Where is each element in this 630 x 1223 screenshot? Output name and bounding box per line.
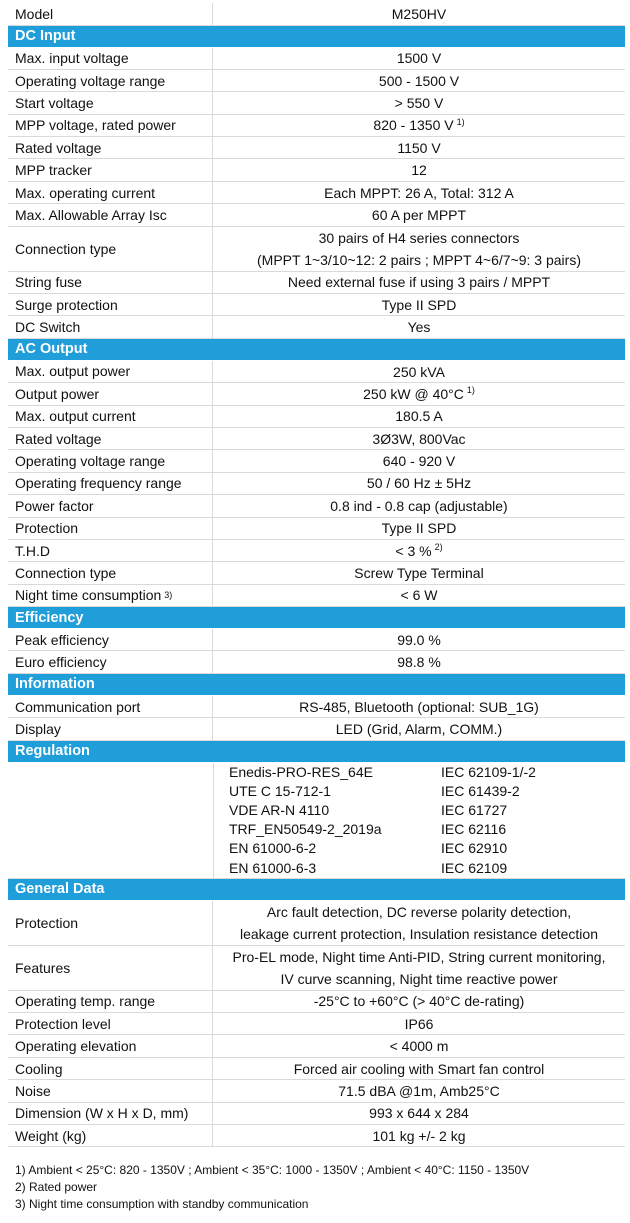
spec-value	[213, 901, 625, 945]
spec-row	[8, 1125, 625, 1147]
spec-label	[8, 450, 213, 471]
regulation-item: UTE C 15-712-1	[229, 782, 331, 799]
section-header: Efficiency	[8, 607, 625, 628]
spec-row	[8, 901, 625, 946]
footnote: 3) Night time consumption with standby communication	[15, 1197, 309, 1211]
spec-row	[8, 137, 625, 159]
spec-value	[213, 1125, 625, 1146]
spec-value-line: -25°C to +60°C (> 40°C de-rating)	[313, 993, 525, 1010]
spec-label	[8, 137, 213, 158]
spec-label	[8, 495, 213, 516]
spec-value-text	[411, 159, 427, 181]
spec-label-text: Cooling	[15, 1060, 63, 1077]
spec-label	[8, 651, 213, 672]
spec-row	[8, 428, 625, 450]
spec-label-text: Operating elevation	[15, 1038, 137, 1055]
spec-row	[8, 204, 625, 226]
regulation-item: IEC 62116	[441, 821, 507, 838]
spec-label	[8, 1013, 213, 1034]
spec-value-line: > 550 V	[394, 94, 444, 111]
spec-value	[213, 450, 625, 471]
spec-label-text: Power factor	[15, 497, 94, 514]
spec-value	[213, 1103, 625, 1124]
spec-row	[8, 450, 625, 472]
spec-label	[8, 629, 213, 650]
spec-value-text	[401, 584, 438, 606]
spec-value-line: 1150 V	[397, 139, 441, 156]
footnote-ref: 1)	[466, 385, 475, 396]
spec-label-text: T.H.D	[15, 542, 50, 559]
regulation-item: EN 61000-6-2	[229, 840, 317, 857]
spec-value	[213, 92, 625, 113]
spec-value-line: Yes	[407, 319, 431, 336]
spec-value-text	[288, 271, 550, 293]
spec-value-line: RS-485, Bluetooth (optional: SUB_1G)	[299, 698, 539, 715]
spec-value	[213, 473, 625, 494]
spec-row	[8, 361, 625, 383]
section-header: General Data	[8, 879, 625, 900]
spec-value	[213, 562, 625, 583]
spec-value-line: leakage current protection, Insulation resistance detection	[240, 925, 598, 942]
spec-value	[213, 159, 625, 180]
spec-label	[8, 946, 213, 990]
spec-value	[213, 383, 625, 404]
spec-value	[213, 629, 625, 650]
spec-row	[8, 1080, 625, 1102]
spec-value	[213, 696, 625, 717]
spec-value-line: IV curve scanning, Night time reactive power	[280, 970, 558, 987]
spec-value-text	[240, 923, 598, 945]
spec-row	[8, 1035, 625, 1057]
spec-label	[8, 204, 213, 225]
section-header: Information	[8, 674, 625, 695]
spec-label	[8, 562, 213, 583]
spec-value-text	[372, 1125, 465, 1147]
spec-label	[8, 182, 213, 203]
spec-value-text	[382, 517, 457, 539]
spec-row	[8, 946, 625, 991]
spec-value	[213, 3, 625, 25]
spec-label-text: Noise	[15, 1082, 51, 1099]
section-header: AC Output	[8, 339, 625, 360]
spec-value-text	[257, 249, 581, 271]
regulation-item: IEC 61727	[441, 802, 508, 819]
section-header: Regulation	[8, 741, 625, 762]
spec-label	[8, 361, 213, 382]
spec-row	[8, 473, 625, 495]
spec-value	[213, 428, 625, 449]
spec-value-line: 993 x 644 x 284	[369, 1105, 469, 1122]
spec-value-line: M250HV	[391, 5, 447, 22]
spec-value-line: 60 A per MPPT	[371, 206, 467, 223]
spec-value-line: Screw Type Terminal	[354, 565, 484, 582]
spec-value	[213, 361, 625, 382]
spec-row	[8, 518, 625, 540]
spec-label-text: Protection	[15, 520, 79, 537]
regulation-item: IEC 62109	[441, 859, 508, 876]
spec-value-line: 180.5 A	[395, 408, 443, 425]
footnote: 1) Ambient < 25°C: 820 - 1350V ; Ambient < 35°C: 1000 - 1350V ; Ambient < 40°C: 1150 - 1350V	[15, 1163, 530, 1177]
spec-row	[8, 540, 625, 562]
spec-label-text: Euro efficiency	[15, 654, 107, 671]
spec-label-text: Output power	[15, 385, 100, 402]
spec-row	[8, 383, 625, 405]
spec-label-text: Start voltage	[15, 94, 94, 111]
spec-row	[8, 629, 625, 651]
spec-label	[8, 1058, 213, 1079]
spec-label-text: MPP voltage, rated power	[15, 117, 176, 134]
spec-value-text	[314, 990, 525, 1012]
spec-value-line: < 3 %	[395, 542, 432, 559]
spec-row	[8, 651, 625, 673]
regulation-block	[8, 763, 625, 879]
spec-label-text: Max. operating current	[15, 184, 156, 201]
spec-value	[213, 406, 625, 427]
spec-value	[213, 1035, 625, 1056]
spec-label	[8, 518, 213, 539]
spec-value-line: LED (Grid, Alarm, COMM.)	[335, 720, 503, 737]
spec-value-line: (MPPT 1~3/10~12: 2 pairs ; MPPT 4~6/7~9: 3 pairs)	[257, 251, 581, 268]
spec-row	[8, 48, 625, 70]
footnote-ref: 1)	[456, 116, 465, 127]
spec-value-text	[294, 1058, 545, 1080]
spec-value-text	[372, 204, 466, 226]
spec-value-text	[397, 629, 441, 651]
spec-label	[8, 1080, 213, 1101]
spec-row	[8, 991, 625, 1013]
spec-value-text	[338, 1080, 499, 1102]
spec-value	[213, 991, 625, 1012]
spec-value-line: 250 kVA	[393, 363, 445, 380]
spec-value-line: Forced air cooling with Smart fan control	[293, 1060, 545, 1077]
spec-label	[8, 70, 213, 91]
spec-row	[8, 562, 625, 584]
spec-value-text	[363, 383, 475, 405]
regulation-item: IEC 62910	[441, 840, 508, 857]
spec-value-line: Each MPPT: 26 A, Total: 312 A	[324, 184, 514, 201]
spec-label	[8, 1125, 213, 1146]
spec-label-text: Rated voltage	[15, 430, 102, 447]
spec-value-line: 820 - 1350 V	[373, 117, 454, 134]
spec-label-text: MPP tracker	[15, 162, 92, 179]
spec-table	[8, 3, 625, 1147]
regulation-item: VDE AR-N 4110	[229, 802, 330, 819]
spec-value	[213, 718, 625, 739]
spec-label-text: Operating frequency range	[15, 475, 182, 492]
spec-label-text: Rated voltage	[15, 139, 102, 156]
spec-label	[8, 115, 213, 136]
spec-value-text	[299, 696, 539, 718]
section-header: DC Input	[8, 26, 625, 47]
spec-value-text	[280, 968, 557, 990]
spec-value	[213, 495, 625, 516]
spec-value-text	[390, 1035, 449, 1057]
regulation-item: TRF_EN50549-2_2019a	[229, 821, 382, 838]
spec-label-text: Features	[15, 959, 71, 976]
spec-value-line: 0.8 ind - 0.8 cap (adjustable)	[330, 497, 508, 514]
spec-value	[213, 227, 625, 271]
spec-label	[8, 696, 213, 717]
spec-value-text	[369, 1102, 469, 1124]
spec-value	[213, 1080, 625, 1101]
spec-value-text	[319, 227, 520, 249]
spec-label	[8, 991, 213, 1012]
spec-value-line: < 6 W	[400, 587, 438, 604]
spec-label-text: Operating temp. range	[15, 993, 156, 1010]
spec-value-text	[382, 294, 457, 316]
spec-label-text: Max. output current	[15, 408, 136, 425]
spec-label-text: Dimension (W x H x D, mm)	[15, 1105, 189, 1122]
spec-value-line: 640 - 920 V	[382, 453, 456, 470]
spec-label-text: Weight (kg)	[15, 1127, 87, 1144]
spec-row	[8, 495, 625, 517]
spec-value-text	[397, 651, 441, 673]
spec-label-text: Connection type	[15, 240, 117, 257]
regulation-item: Enedis-PRO-RES_64E	[229, 763, 373, 780]
spec-value-line: 98.8 %	[397, 654, 441, 671]
regulation-item: IEC 61439-2	[441, 782, 520, 799]
spec-value-line: Need external fuse if using 3 pairs / MPPT	[287, 274, 551, 291]
spec-value	[213, 585, 625, 606]
spec-value-text	[395, 405, 443, 427]
spec-value	[213, 272, 625, 293]
spec-label	[8, 3, 213, 25]
spec-row	[8, 1103, 625, 1125]
spec-label	[8, 92, 213, 113]
spec-value-text	[367, 472, 471, 494]
spec-label-text: Model	[15, 5, 54, 22]
spec-label	[8, 159, 213, 180]
spec-label: Night time consumption 3)	[8, 585, 213, 606]
spec-value-text	[267, 901, 571, 923]
spec-row	[8, 1013, 625, 1035]
spec-value-text	[379, 70, 459, 92]
spec-value-text	[336, 718, 502, 740]
spec-value-text	[233, 946, 606, 968]
spec-value-text	[397, 137, 440, 159]
spec-value-line: 500 - 1500 V	[378, 72, 460, 89]
spec-row	[8, 585, 625, 607]
spec-value-line: Pro-EL mode, Night time Anti-PID, String current monitoring,	[232, 948, 606, 965]
spec-value-text	[383, 450, 455, 472]
regulation-item: IEC 62109-1/-2	[441, 763, 536, 780]
spec-value-line: Type II SPD	[381, 296, 457, 313]
spec-label	[8, 540, 213, 561]
spec-label	[8, 316, 213, 337]
spec-label	[8, 294, 213, 315]
spec-value-line: 99.0 %	[397, 631, 441, 648]
spec-value	[213, 182, 625, 203]
spec-value-line: 71.5 dBA @1m, Amb25°C	[338, 1082, 500, 1099]
spec-value	[213, 518, 625, 539]
spec-label-text: Night time consumption	[15, 587, 162, 604]
spec-label-text: DC Switch	[15, 319, 81, 336]
spec-row	[8, 182, 625, 204]
spec-value	[213, 204, 625, 225]
spec-value	[213, 70, 625, 91]
spec-label	[8, 473, 213, 494]
spec-value-text	[405, 1013, 434, 1035]
spec-value	[213, 316, 625, 337]
spec-label-text: Communication port	[15, 698, 141, 715]
spec-value-text	[408, 316, 431, 338]
spec-label	[8, 272, 213, 293]
spec-value-line: 250 kW @ 40°C	[363, 385, 464, 402]
spec-label	[8, 718, 213, 739]
spec-label	[8, 1103, 213, 1124]
spec-row	[8, 294, 625, 316]
spec-value	[213, 1058, 625, 1079]
spec-row	[8, 159, 625, 181]
spec-value-line: 3Ø3W, 800Vac	[372, 430, 466, 447]
spec-value-line: Type II SPD	[381, 520, 457, 537]
regulation-list-1	[214, 763, 441, 878]
spec-value-line: 1500 V	[396, 50, 442, 67]
spec-label-text: String fuse	[15, 274, 82, 291]
spec-value-line: IP66	[404, 1015, 434, 1032]
footnotes	[15, 1162, 529, 1213]
spec-row	[8, 696, 625, 718]
spec-label-text: Peak efficiency	[15, 631, 109, 648]
spec-value-line: 101 kg +/- 2 kg	[372, 1127, 466, 1144]
spec-value-text	[395, 92, 444, 114]
spec-label-text: Protection level	[15, 1015, 111, 1032]
spec-label-text: Operating voltage range	[15, 72, 166, 89]
footnote-ref: 2)	[434, 541, 443, 552]
spec-value-line: 50 / 60 Hz ± 5Hz	[366, 475, 472, 492]
spec-label-text: Surge protection	[15, 296, 118, 313]
spec-value-text	[372, 428, 465, 450]
spec-value-text	[397, 47, 441, 69]
spec-value-text	[393, 361, 445, 383]
spec-value-text	[373, 114, 464, 136]
spec-value	[213, 48, 625, 69]
footnote: 2) Rated power	[15, 1180, 98, 1194]
spec-value	[213, 137, 625, 158]
spec-value-text	[392, 3, 446, 25]
spec-label-text: Max. input voltage	[15, 50, 129, 67]
spec-value	[213, 115, 625, 136]
spec-value-text	[354, 562, 483, 584]
spec-value	[213, 1013, 625, 1034]
spec-label-text: Display	[15, 720, 61, 737]
spec-value	[213, 294, 625, 315]
spec-label	[8, 428, 213, 449]
spec-row	[8, 70, 625, 92]
spec-label-text: Max. output power	[15, 363, 131, 380]
spec-row	[8, 1058, 625, 1080]
spec-row	[8, 227, 625, 272]
spec-value-text	[395, 540, 442, 562]
spec-label-text: Max. Allowable Array Isc	[15, 206, 167, 223]
regulation-label-cell	[8, 763, 214, 878]
spec-row	[8, 3, 625, 26]
spec-row	[8, 272, 625, 294]
spec-row	[8, 115, 625, 137]
regulation-list-2	[441, 763, 621, 878]
spec-value-line: 30 pairs of H4 series connectors	[318, 229, 520, 246]
spec-row	[8, 406, 625, 428]
spec-row	[8, 718, 625, 740]
spec-label	[8, 383, 213, 404]
spec-label-text: Connection type	[15, 565, 117, 581]
spec-row	[8, 316, 625, 338]
spec-label-text: Operating voltage range	[15, 453, 166, 470]
spec-row	[8, 92, 625, 114]
spec-label	[8, 227, 213, 271]
spec-label	[8, 48, 213, 69]
spec-value	[213, 651, 625, 672]
spec-value	[213, 540, 625, 561]
spec-label	[8, 901, 213, 945]
spec-value-line: Arc fault detection, DC reverse polarity detection,	[266, 903, 572, 920]
spec-label	[8, 406, 213, 427]
spec-label-text: Protection	[15, 914, 79, 931]
spec-value-text	[324, 182, 514, 204]
spec-value-text	[330, 495, 507, 517]
spec-value-line: 12	[411, 162, 427, 179]
spec-label	[8, 1035, 213, 1056]
spec-value	[213, 946, 625, 990]
spec-value-line: < 4000 m	[389, 1038, 449, 1055]
regulation-item: EN 61000-6-3	[229, 859, 317, 876]
